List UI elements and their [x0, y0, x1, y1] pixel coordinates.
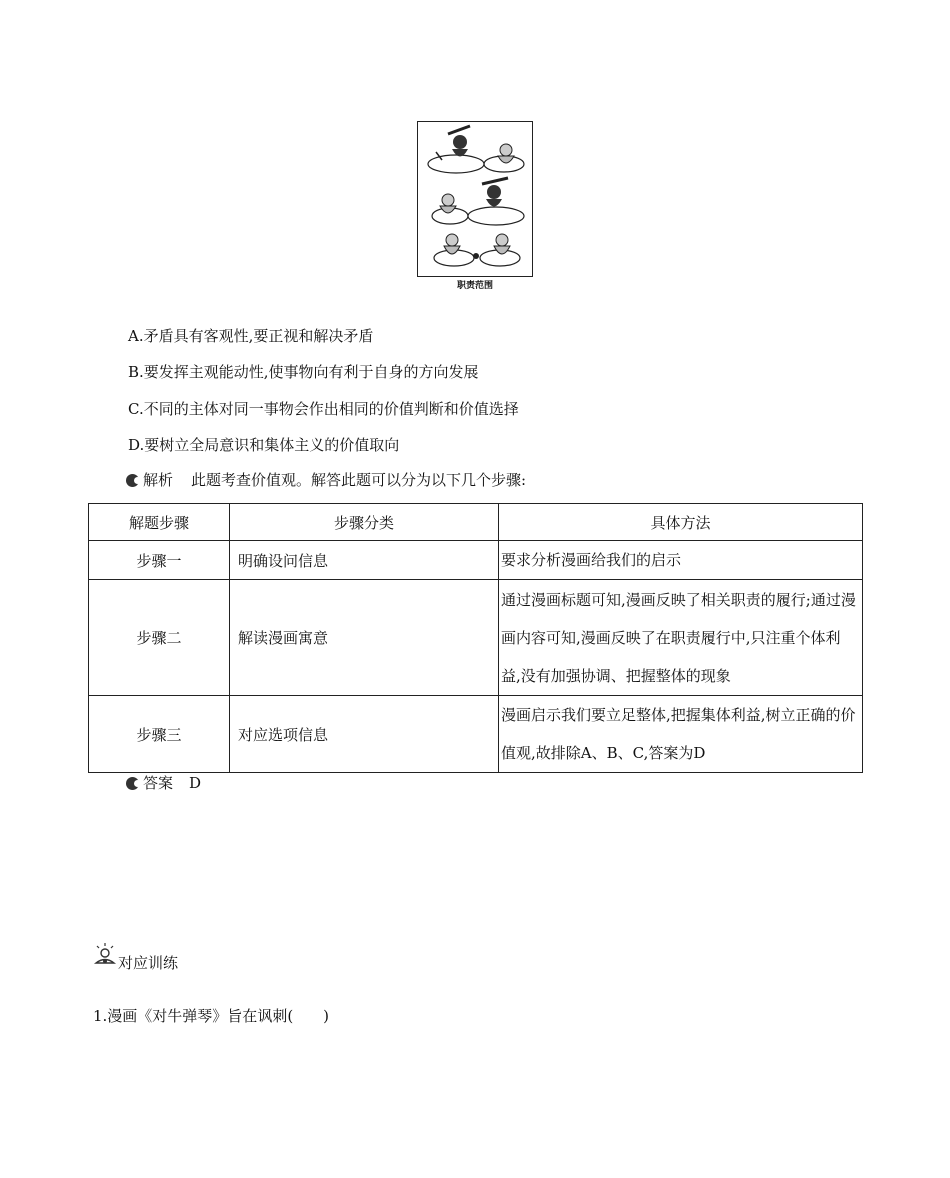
option-b: B.要发挥主观能动性,使事物向有利于自身的方向发展	[128, 363, 479, 381]
cartoon-illustration	[418, 122, 532, 276]
option-a: A.矛盾具有客观性,要正视和解决矛盾	[128, 327, 374, 345]
section-title: 对应训练	[118, 954, 179, 972]
cartoon-image	[417, 121, 533, 277]
analysis-text: 此题考查价值观。解答此题可以分为以下几个步骤:	[191, 471, 527, 489]
table-header: 解题步骤	[89, 504, 230, 541]
table-row	[89, 580, 863, 696]
table-cell: 步骤三	[89, 696, 230, 773]
table-cell: 要求分析漫画给我们的启示	[499, 541, 863, 580]
answer-label: 答案	[143, 774, 174, 792]
table-header-row	[89, 504, 863, 541]
table-cell: 对应选项信息	[230, 696, 499, 773]
table-cell: 解读漫画寓意	[230, 580, 499, 696]
question-text: 1.漫画《对牛弹琴》旨在讽刺( )	[93, 1007, 330, 1025]
figure-caption: 职责范围	[456, 281, 493, 291]
table-header: 具体方法	[499, 504, 863, 541]
answer-marker-icon	[126, 777, 139, 790]
table-cell: 通过漫画标题可知,漫画反映了相关职责的履行;通过漫画内容可知,漫画反映了在职责履行中,只注重个体利益,没有加强协调、把握整体的现象	[499, 580, 863, 696]
table-row	[89, 541, 863, 580]
table-cell: 漫画启示我们要立足整体,把握集体利益,树立正确的价值观,故排除A、B、C,答案为D	[499, 696, 863, 773]
table-cell: 明确设问信息	[230, 541, 499, 580]
table-header: 步骤分类	[230, 504, 499, 541]
steps-table	[88, 503, 863, 773]
analysis-marker-icon	[126, 474, 139, 487]
table-cell: 步骤一	[89, 541, 230, 580]
option-c: C.不同的主体对同一事物会作出相同的价值判断和价值选择	[128, 400, 519, 418]
analysis-line	[126, 470, 526, 490]
answer-value: D	[189, 774, 202, 792]
lightbulb-icon	[93, 942, 117, 966]
option-d: D.要树立全局意识和集体主义的价值取向	[128, 436, 400, 454]
table-row	[89, 696, 863, 773]
answer-line	[126, 773, 201, 793]
analysis-label: 解析	[143, 471, 174, 489]
table-cell: 步骤二	[89, 580, 230, 696]
